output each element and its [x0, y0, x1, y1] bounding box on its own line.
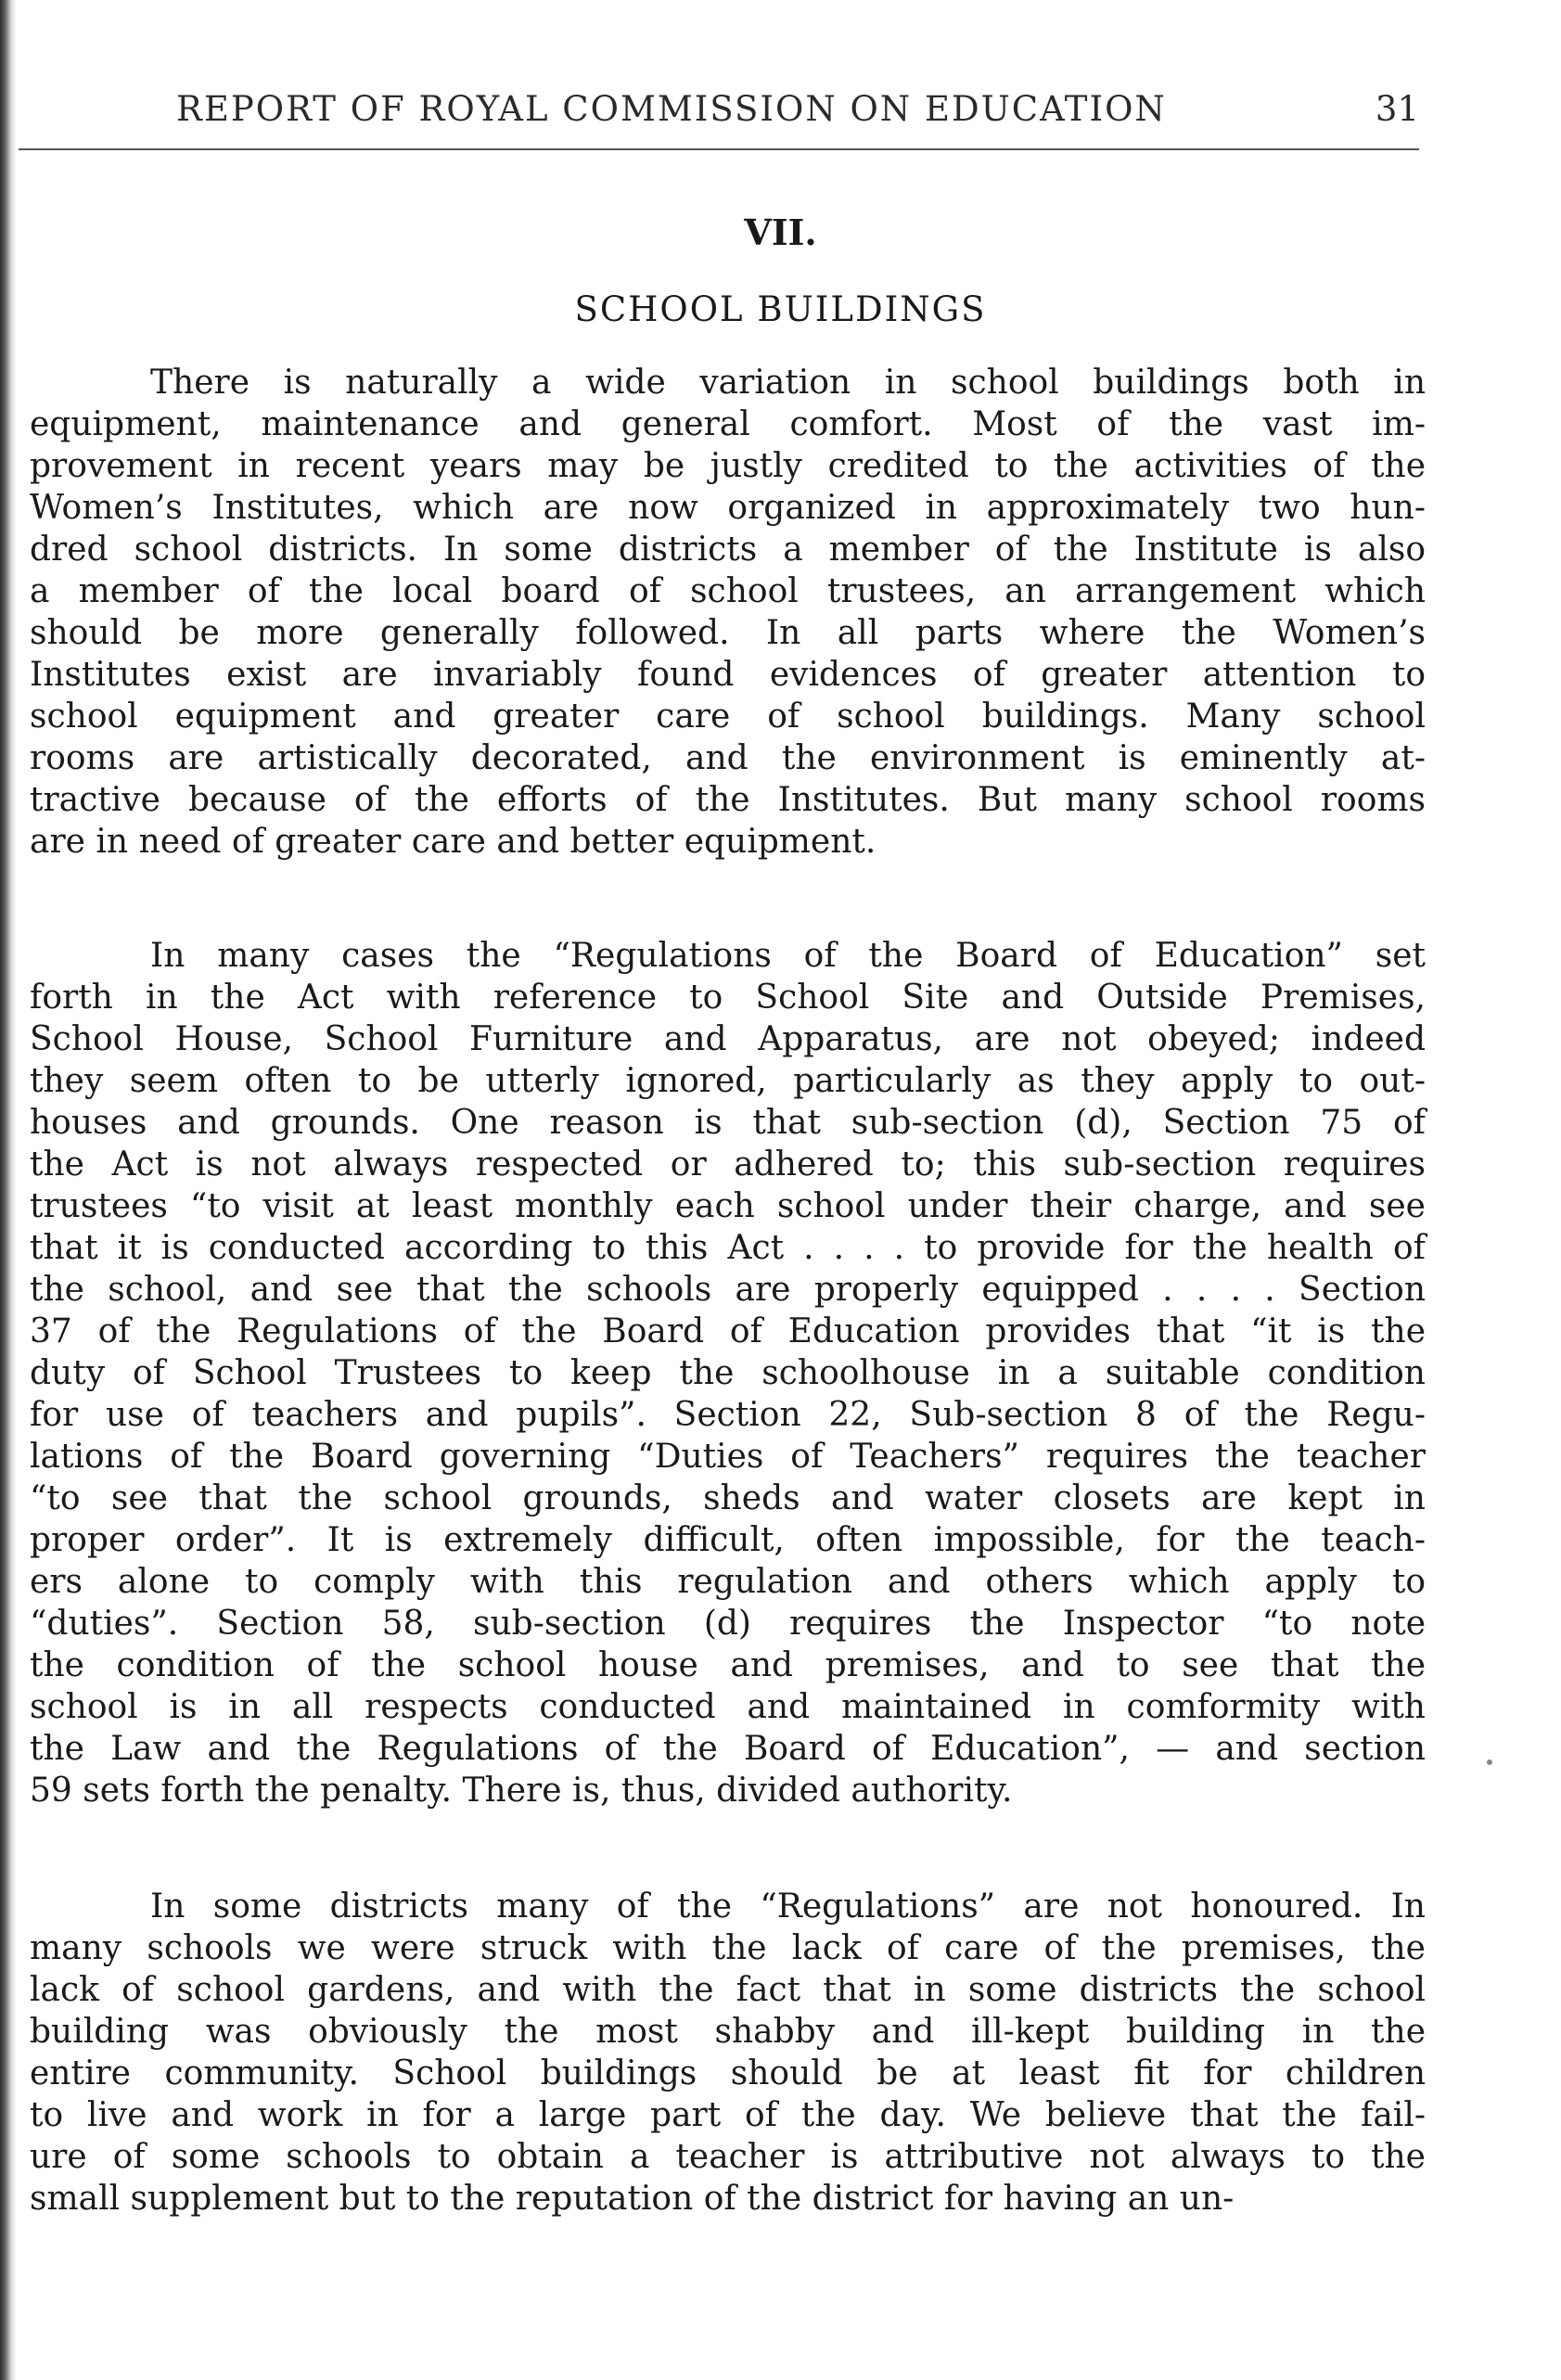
text-line: to live and work in for a large part of the day. We believe that the fail- [30, 2096, 1426, 2134]
chapter-number: VII. [744, 211, 817, 253]
text-line: equipment, maintenance and general comfort. Most of the vast im- [30, 405, 1426, 443]
text-line: proper order”. It is extremely difficult, often impossible, for the teach- [30, 1521, 1426, 1559]
header-rule [19, 148, 1419, 150]
text-line: should be more generally followed. In all parts where the Women’s [30, 614, 1426, 652]
text-line: a member of the local board of school trustees, an arrangement which [30, 572, 1426, 610]
text-line: they seem often to be utterly ignored, particularly as they apply to out- [30, 1062, 1426, 1100]
text-line: In many cases the “Regulations of the Board of Education” set [150, 937, 1426, 975]
text-line: school is in all respects conducted and maintained in comformity with [30, 1688, 1426, 1726]
text-line: rooms are artistically decorated, and the environment is eminently at- [30, 739, 1426, 777]
text-line: “to see that the school grounds, sheds and water closets are kept in [30, 1479, 1426, 1517]
text-line: entire community. School buildings should be at least fit for children [30, 2054, 1426, 2092]
text-line: forth in the Act with reference to School Site and Outside Premises, [30, 979, 1426, 1017]
body-text [30, 362, 1426, 2220]
text-line: are in need of greater care and better equipment. [30, 823, 876, 861]
text-line: the school, and see that the schools are properly equipped . . . . Section [30, 1271, 1426, 1309]
text-line: the Act is not always respected or adhered to; this sub-section requires [30, 1145, 1426, 1184]
text-line: ure of some schools to obtain a teacher is attributive not always to the [30, 2138, 1426, 2176]
running-header [176, 89, 1419, 135]
ink-speck [1487, 1759, 1492, 1765]
text-line: small supplement but to the reputation of the district for having an un- [30, 2180, 1235, 2218]
text-line: 59 sets forth the penalty. There is, thus, divided authority. [30, 1772, 1013, 1810]
running-title: REPORT OF ROYAL COMMISSION ON EDUCATION [176, 89, 1167, 129]
text-line: Institutes exist are invariably found evidences of greater attention to [30, 656, 1426, 694]
text-line: tractive because of the efforts of the Institutes. But many school rooms [30, 781, 1426, 819]
text-line: There is naturally a wide variation in school buildings both in [150, 364, 1426, 402]
text-line: ers alone to comply with this regulation and others which apply to [30, 1563, 1426, 1601]
text-line: dred school districts. In some districts a member of the Institute is also [30, 531, 1426, 569]
page-binding-edge [0, 0, 17, 2380]
text-line: lations of the Board governing “Duties of Teachers” requires the teacher [30, 1438, 1426, 1476]
text-line: duty of School Trustees to keep the schoolhouse in a suitable condition [30, 1354, 1426, 1392]
text-line: trustees “to visit at least monthly each school under their charge, and see [30, 1187, 1426, 1225]
text-line: lack of school gardens, and with the fact that in some districts the school [30, 1971, 1426, 2009]
chapter-title: SCHOOL BUILDINGS [574, 289, 987, 329]
text-line: houses and grounds. One reason is that sub-section (d), Section 75 of [30, 1104, 1426, 1142]
page-number: 31 [1375, 89, 1419, 129]
text-line: that it is conducted according to this Act . . . . to provide for the health of [30, 1229, 1426, 1267]
text-line: the Law and the Regulations of the Board of Education”, — and section [30, 1730, 1426, 1768]
text-line: In some districts many of the “Regulations” are not honoured. In [150, 1887, 1426, 1926]
text-line: for use of teachers and pupils”. Section 22, Sub-section 8 of the Regu- [30, 1396, 1426, 1434]
text-line: school equipment and greater care of school buildings. Many school [30, 697, 1426, 736]
text-line: School House, School Furniture and Apparatus, are not obeyed; indeed [30, 1020, 1426, 1058]
text-line: the condition of the school house and premises, and to see that the [30, 1646, 1426, 1684]
text-line: 37 of the Regulations of the Board of Education provides that “it is the [30, 1312, 1426, 1350]
text-line: building was obviously the most shabby and ill-kept building in the [30, 2013, 1426, 2051]
paragraph [30, 362, 1426, 863]
text-line: many schools we were struck with the lack of care of the premises, the [30, 1929, 1426, 1967]
paragraph [30, 935, 1426, 1811]
text-line: Women’s Institutes, which are now organized in approximately two hun- [30, 489, 1426, 527]
paragraph [30, 1886, 1426, 2220]
text-line: provement in recent years may be justly credited to the activities of the [30, 447, 1426, 485]
text-line: “duties”. Section 58, sub-section (d) requires the Inspector “to note [30, 1605, 1426, 1643]
